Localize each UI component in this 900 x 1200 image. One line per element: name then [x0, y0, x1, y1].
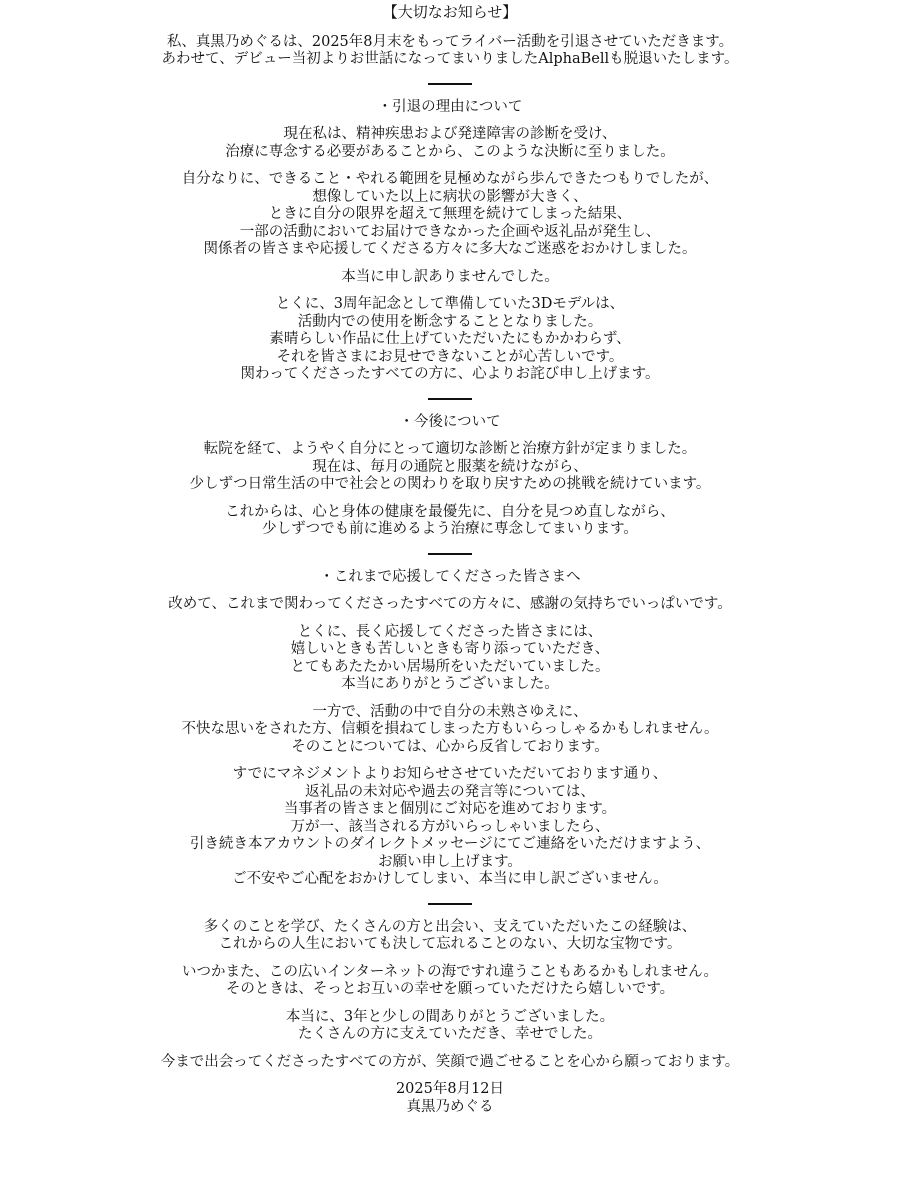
paragraph-line: お願い申し上げます。 — [378, 853, 522, 870]
paragraph-line: 想像していた以上に病状の影響が大きく、 — [312, 188, 588, 205]
paragraph-line: ご不安やご心配をおかけしてしまい、本当に申し訳ございません。 — [232, 871, 668, 887]
paragraph-line: 現在私は、精神疾患および発達障害の診断を受け、 — [283, 126, 617, 142]
paragraph-line: 嬉しいときも苦しいときも寄り添っていただき、 — [290, 641, 610, 657]
author-name: 真黒乃めぐる — [406, 1098, 494, 1115]
paragraph-line: 少しずつでも前に進めるよう治療に専念してまいります。 — [262, 521, 638, 537]
sections-container — [0, 83, 900, 1072]
intro-paragraph — [0, 34, 900, 69]
paragraph — [0, 919, 900, 954]
paragraph — [0, 504, 900, 539]
paragraph-line: 当事者の皆さまと個別にご対応を進めております。 — [283, 801, 617, 817]
paragraph — [0, 171, 900, 259]
paragraph-line: 一方で、活動の中で自分の未熟さゆえに、 — [312, 703, 588, 720]
paragraph-line: 多くのことを学び、たくさんの方と出会い、支えていただいたこの経験は、 — [203, 918, 697, 935]
paragraph-line: 万が一、該当される方がいらっしゃいましたら、 — [290, 818, 610, 835]
section-divider — [428, 83, 472, 85]
paragraph-line: これからの人生においても決して忘れることのない、大切な宝物です。 — [218, 936, 682, 952]
intro-line: あわせて、デビュー当初よりお世話になってまいりましたAlphaBellも脱退いたします。 — [161, 51, 739, 67]
paragraph-line: 本当にありがとうございました。 — [341, 676, 559, 692]
paragraph-line: 不快な思いをされた方、信頼を損ねてしまった方もいらっしゃるかもしれません。 — [181, 721, 719, 737]
section-divider — [428, 398, 472, 400]
paragraph-line: 返礼品の未対応や過去の発言等については、 — [305, 783, 595, 800]
paragraph-line: 転院を経て、ようやく自分にとって適切な診断と治療方針が定まりました。 — [203, 441, 697, 457]
paragraph — [0, 296, 900, 384]
paragraph-line: とくに、3周年記念として準備していた3Dモデルは、 — [275, 296, 625, 312]
paragraph-line: これからは、心と身体の健康を最優先に、自分を見つめ直しながら、 — [225, 503, 675, 520]
paragraph — [0, 766, 900, 889]
paragraph-line: 活動内での使用を断念することとなりました。 — [297, 313, 603, 330]
paragraph-line: ときに自分の限界を超えて無理を続けてしまった結果、 — [268, 206, 632, 222]
section-heading: ・今後について — [399, 413, 501, 430]
paragraph — [0, 269, 900, 287]
paragraph-line: 引き続き本アカウントのダイレクトメッセージにてご連絡をいただけますよう、 — [189, 836, 711, 852]
announcement-title: 【大切なお知らせ】 — [382, 3, 518, 21]
intro-line: 私、真黒乃めぐるは、2025年8月末をもってライバー活動を引退させていただきます。 — [166, 33, 734, 50]
paragraph-line: 素晴らしい作品に仕上げていただいたにもかかわらず、 — [269, 331, 631, 347]
paragraph-line: いつかまた、この広いインターネットの海ですれ違うこともあるかもしれません。 — [181, 963, 719, 980]
paragraph-line: 改めて、これまで関わってくださったすべての方々に、感謝の気持ちでいっぱいです。 — [168, 596, 732, 612]
paragraph — [0, 441, 900, 494]
paragraph-line: たくさんの方に支えていただき、幸せでした。 — [298, 1026, 602, 1042]
paragraph-line: そのことについては、心から反省しております。 — [291, 738, 609, 755]
paragraph — [0, 1054, 900, 1072]
paragraph-line: 本当に、3年と少しの間ありがとうございました。 — [285, 1008, 615, 1025]
paragraph-line: とてもあたたかい居場所をいただいていました。 — [290, 658, 610, 675]
paragraph — [0, 624, 900, 694]
paragraph-line: 一部の活動においてお届けできなかった企画や返礼品が発生し、 — [239, 223, 661, 240]
paragraph — [0, 596, 900, 614]
paragraph-line: 現在は、毎月の通院と服薬を続けながら、 — [312, 458, 588, 475]
paragraph-line: そのときは、そっとお互いの幸せを願っていただけたら嬉しいです。 — [225, 981, 675, 997]
section-divider — [428, 903, 472, 905]
paragraph-line: 少しずつ日常生活の中で社会との関わりを取り戻すための挑戦を続けています。 — [189, 476, 711, 492]
paragraph-line: 今まで出会ってくださったすべての方が、笑顔で過ごせることを心から願っております。 — [160, 1053, 740, 1070]
paragraph-line: とくに、長く応援してくださった皆さまには、 — [297, 623, 603, 640]
paragraph — [0, 126, 900, 161]
date: 2025年8月12日 — [395, 1081, 505, 1097]
paragraph-line: それを皆さまにお見せできないことが心苦しいです。 — [276, 348, 624, 365]
paragraph-line: 関係者の皆さまや応援してくださる方々に多大なご迷惑をおかけしました。 — [203, 241, 697, 257]
paragraph — [0, 704, 900, 757]
paragraph-line: 自分なりに、できること・やれる範囲を見極めながら歩んできたつもりでしたが、 — [181, 171, 719, 187]
paragraph — [0, 964, 900, 999]
paragraph-line: 関わってくださったすべての方に、心よりお詫び申し上げます。 — [240, 366, 660, 382]
paragraph-line: 本当に申し訳ありませんでした。 — [341, 268, 559, 285]
paragraph — [0, 1009, 900, 1044]
paragraph-line: すでにマネジメントよりお知らせさせていただいております通り、 — [232, 766, 668, 782]
section-heading: ・これまで応援してくださった皆さまへ — [319, 568, 581, 585]
section-divider — [428, 553, 472, 555]
section-heading: ・引退の理由について — [377, 98, 523, 115]
signature-block — [0, 1081, 900, 1116]
paragraph-line: 治療に専念する必要があることから、このような決断に至りました。 — [225, 143, 675, 160]
